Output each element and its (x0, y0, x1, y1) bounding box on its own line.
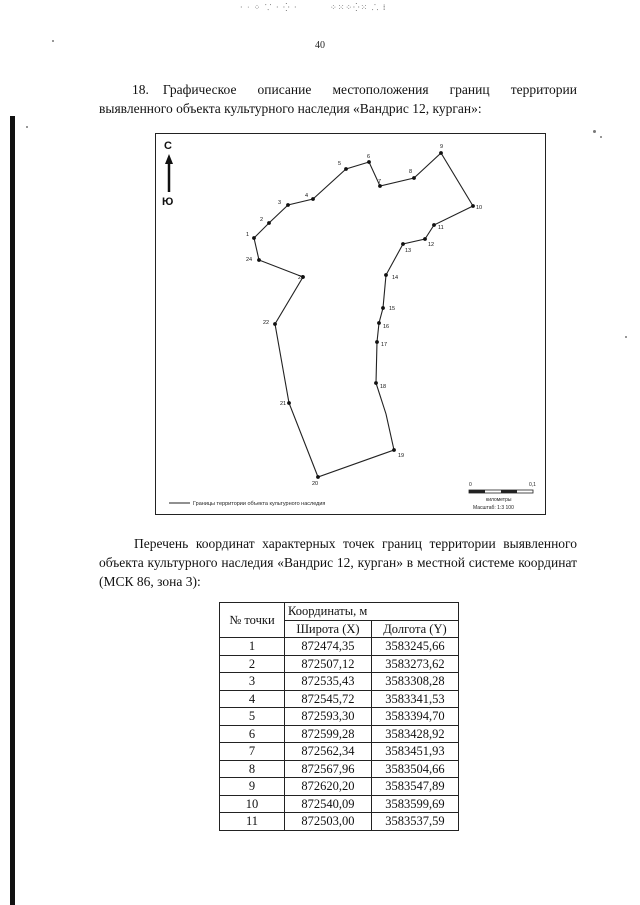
longitude-cell: 3583504,66 (371, 760, 458, 778)
coordinates-table (219, 602, 459, 831)
vertex-label: 8 (409, 169, 413, 175)
boundary-vertex (401, 242, 405, 246)
boundary-vertices (246, 144, 482, 487)
longitude-cell: 3583308,28 (371, 673, 458, 691)
boundary-vertex (381, 306, 385, 310)
header-longitude: Долгота (Y) (371, 620, 458, 638)
boundary-polygon (254, 153, 473, 477)
vertex-label: 22 (263, 320, 270, 326)
longitude-cell: 3583273,62 (371, 655, 458, 673)
table-row (220, 673, 459, 691)
boundary-vertex (377, 321, 381, 325)
latitude-cell: 872567,96 (285, 760, 372, 778)
point-number-cell: 6 (220, 725, 285, 743)
vertex-label: 7 (378, 179, 382, 185)
legend-label: Границы территории объекта культурного наследия (193, 501, 326, 507)
boundary-vertex (374, 381, 378, 385)
point-number-cell: 9 (220, 778, 285, 796)
boundary-vertex (412, 176, 416, 180)
vertex-label: 23 (298, 275, 305, 281)
page-number: 40 (315, 40, 325, 51)
vertex-label: 15 (389, 306, 396, 312)
point-number-cell: 1 (220, 638, 285, 656)
point-number-cell: 2 (220, 655, 285, 673)
latitude-cell: 872503,00 (285, 813, 372, 831)
vertex-label: 4 (305, 193, 309, 199)
vertex-label: 6 (367, 154, 371, 160)
scale-ratio-label: Масштаб: 1:3 100 (473, 505, 514, 511)
boundary-vertex (392, 448, 396, 452)
table-row (220, 638, 459, 656)
table-row (220, 760, 459, 778)
section-heading (99, 80, 577, 118)
boundary-vertex (273, 322, 277, 326)
point-number-cell: 3 (220, 673, 285, 691)
boundary-vertex (471, 204, 475, 208)
longitude-cell: 3583341,53 (371, 690, 458, 708)
latitude-cell: 872535,43 (285, 673, 372, 691)
vertex-label: 13 (405, 248, 412, 254)
boundary-vertex (367, 160, 371, 164)
table-row (220, 708, 459, 726)
point-number-cell: 8 (220, 760, 285, 778)
boundary-vertex (286, 203, 290, 207)
boundary-vertex (257, 258, 261, 262)
boundary-vertex (384, 273, 388, 277)
scan-speck (600, 136, 602, 138)
point-number-cell: 11 (220, 813, 285, 831)
table-row (220, 690, 459, 708)
longitude-cell: 3583245,66 (371, 638, 458, 656)
vertex-label: 1 (246, 232, 250, 238)
vertex-label: 3 (278, 200, 282, 206)
vertex-label: 2 (260, 217, 264, 223)
latitude-cell: 872593,30 (285, 708, 372, 726)
boundary-vertex (432, 223, 436, 227)
vertex-label: 21 (280, 401, 287, 407)
vertex-label: 17 (381, 342, 388, 348)
scan-speck (593, 130, 596, 133)
point-number-cell: 10 (220, 795, 285, 813)
longitude-cell: 3583547,89 (371, 778, 458, 796)
scale-max-label: 0,1 (529, 482, 536, 488)
scan-artifact: ⁘⁙⁘⁛⁙ ⸫ ⁞ (330, 3, 387, 12)
point-number-cell: 5 (220, 708, 285, 726)
vertex-label: 20 (312, 481, 319, 487)
boundary-vertex (311, 197, 315, 201)
vertex-label: 5 (338, 161, 342, 167)
south-label: Ю (162, 196, 174, 208)
latitude-cell: 872540,09 (285, 795, 372, 813)
longitude-cell: 3583599,69 (371, 795, 458, 813)
latitude-cell: 872562,34 (285, 743, 372, 761)
point-number-cell: 4 (220, 690, 285, 708)
table-row (220, 778, 459, 796)
header-point-number: № точки (220, 603, 285, 638)
table-row (220, 655, 459, 673)
boundary-vertex (423, 237, 427, 241)
vertex-label: 24 (246, 257, 253, 263)
latitude-cell: 872620,20 (285, 778, 372, 796)
scan-speck (26, 126, 28, 128)
longitude-cell: 3583537,59 (371, 813, 458, 831)
boundary-map (155, 133, 546, 515)
boundary-vertex (439, 151, 443, 155)
north-arrow-icon (165, 154, 173, 192)
boundary-vertex (344, 167, 348, 171)
coordinates-intro (99, 534, 577, 591)
vertex-label: 14 (392, 275, 399, 281)
table-row (220, 795, 459, 813)
boundary-vertex (287, 401, 291, 405)
latitude-cell: 872545,72 (285, 690, 372, 708)
vertex-label: 19 (398, 453, 405, 459)
boundary-vertex (316, 475, 320, 479)
boundary-vertex (375, 340, 379, 344)
vertex-label: 12 (428, 242, 435, 248)
vertex-label: 18 (380, 384, 387, 390)
vertex-label: 16 (383, 324, 390, 330)
point-number-cell: 7 (220, 743, 285, 761)
table-row (220, 743, 459, 761)
table-row (220, 725, 459, 743)
latitude-cell: 872507,12 (285, 655, 372, 673)
longitude-cell: 3583394,70 (371, 708, 458, 726)
scale-zero-label: 0 (469, 482, 472, 488)
vertex-label: 10 (476, 205, 483, 211)
scan-border-bar (10, 116, 15, 905)
table-row (220, 813, 459, 831)
vertex-label: 9 (440, 144, 444, 150)
longitude-cell: 3583451,93 (371, 743, 458, 761)
vertex-label: 11 (438, 225, 444, 231)
section-heading-text: Графическое описание местоположения границ территории выявленного объекта культурного наследия «Вандрис 12, курган»: (99, 82, 577, 116)
latitude-cell: 872474,35 (285, 638, 372, 656)
section-number: 18. (132, 82, 149, 97)
latitude-cell: 872599,28 (285, 725, 372, 743)
scale-units-label: километры (486, 497, 512, 503)
scan-speck (625, 336, 627, 338)
coordinates-intro-text: Перечень координат характерных точек границ территории выявленного объекта культурного наследия «Вандрис 12, курган» в местной системе координат (МСК 86, зона 3): (99, 536, 577, 589)
header-coordinates: Координаты, м (285, 603, 459, 621)
longitude-cell: 3583428,92 (371, 725, 458, 743)
boundary-map-svg (156, 134, 547, 516)
north-label: С (164, 140, 172, 152)
scale-bar (469, 490, 533, 493)
boundary-vertex (267, 221, 271, 225)
header-latitude: Широта (X) (285, 620, 372, 638)
scan-artifact: · ᐧ ⁘ ⸪ · ⁛ · (240, 3, 298, 12)
boundary-vertex (252, 236, 256, 240)
